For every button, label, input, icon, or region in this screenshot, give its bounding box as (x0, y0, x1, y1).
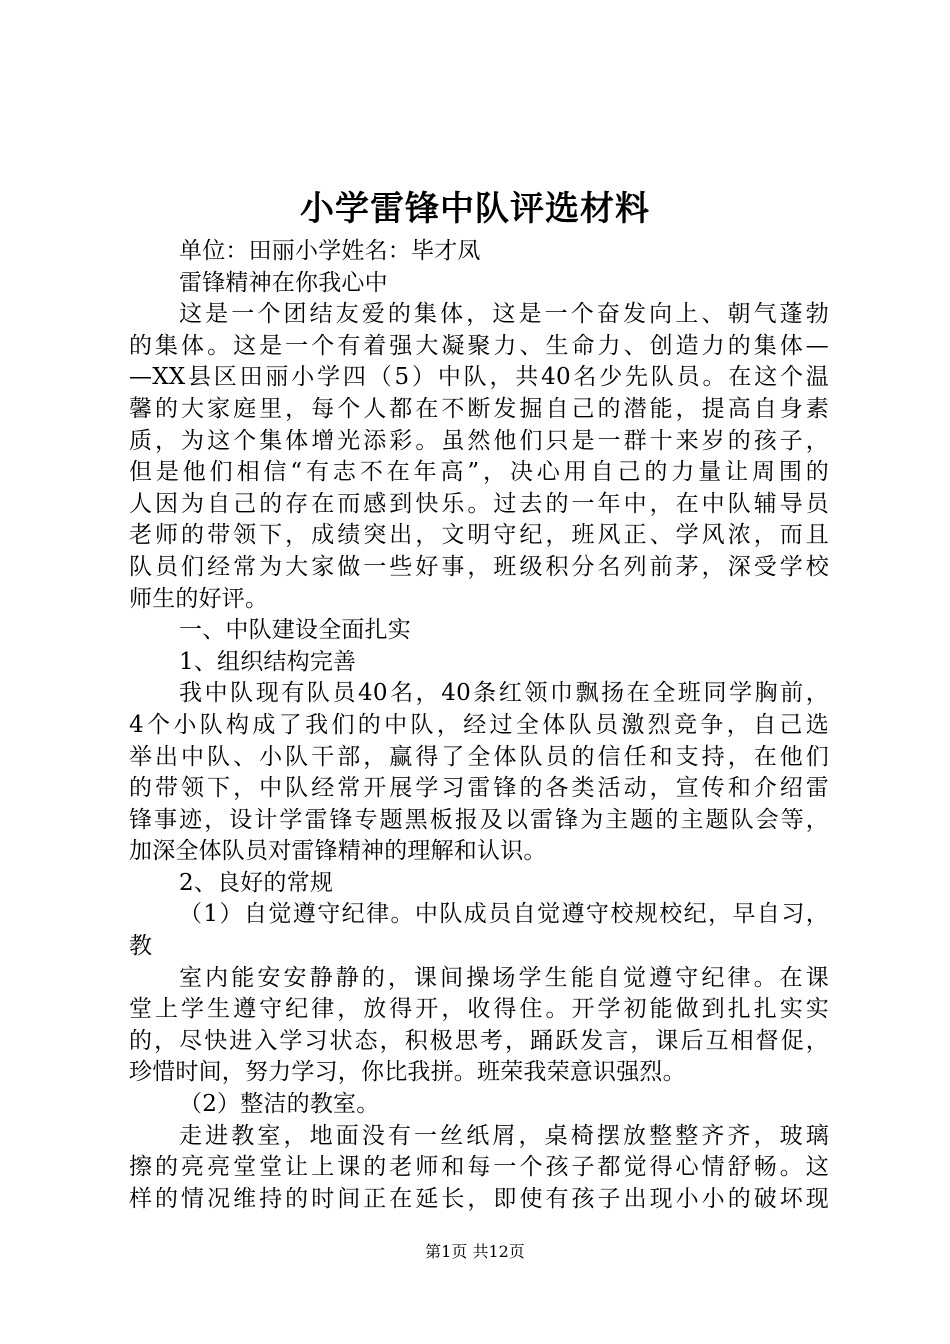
body-line: 单位：田丽小学姓名：毕才凤 (179, 238, 481, 264)
body-line: 师生的好评。 (129, 585, 269, 612)
body-line: 走进教室，地面没有一丝纸屑，桌椅摆放整整齐齐，玻璃 (179, 1122, 829, 1149)
body-line: —XX县区田丽小学四（5）中队，共40名少先队员。在这个温 (129, 364, 829, 391)
body-line: 加深全体队员对雷锋精神的理解和认识。 (129, 838, 547, 865)
body-line: 我中队现有队员40名，40条红领巾飘扬在全班同学胸前， (179, 680, 829, 707)
body-line: 的带领下，中队经常开展学习雷锋的各类活动，宣传和介绍雷 (129, 775, 829, 802)
body-line: 一、中队建设全面扎实 (179, 617, 411, 644)
body-line: 队员们经常为大家做一些好事，班级积分名列前茅，深受学校 (129, 553, 829, 580)
body-line: 举出中队、小队干部，赢得了全体队员的信任和支持，在他们 (129, 743, 829, 770)
body-line: 4个小队构成了我们的中队，经过全体队员激烈竞争，自己选 (129, 711, 829, 738)
body-line: 的，尽快进入学习状态，积极思考，踊跃发言，课后互相督促， (129, 1027, 829, 1054)
body-line: 老师的带领下，成绩突出，文明守纪，班风正、学风浓，而且 (129, 522, 829, 549)
body-line: 堂上学生遵守纪律，放得开，收得住。开学初能做到扎扎实实 (129, 996, 829, 1023)
body-line: 锋事迹，设计学雷锋专题黑板报及以雷锋为主题的主题队会等， (129, 806, 829, 833)
body-line: 样的情况维持的时间正在延长，即使有孩子出现小小的破坏现 (129, 1185, 829, 1212)
body-line: 但是他们相信“有志不在年高”，决心用自己的力量让周围的 (129, 459, 829, 486)
body-line: 的集体。这是一个有着强大凝聚力、生命力、创造力的集体— (129, 332, 829, 359)
body-line: 雷锋精神在你我心中 (179, 269, 388, 296)
body-line: 1、组织结构完善 (179, 648, 357, 675)
body-line: 馨的大家庭里，每个人都在不断发掘自己的潜能，提高自身素 (129, 395, 829, 422)
body-line: （1）自觉遵守纪律。中队成员自觉遵守校规校纪，早自习， (179, 901, 829, 928)
body-line: （2）整洁的教室。 (179, 1091, 380, 1118)
body-line: 这是一个团结友爱的集体，这是一个奋发向上、朝气蓬勃 (179, 301, 829, 328)
body-line: 室内能安安静静的，课间操场学生能自觉遵守纪律。在课 (179, 964, 829, 991)
body-line: 2、良好的常规 (179, 869, 334, 896)
document-body (129, 236, 829, 1215)
page-footer: 第1页 共12页 (425, 1242, 525, 1261)
body-line: 质，为这个集体增光添彩。虽然他们只是一群十来岁的孩子， (129, 427, 829, 454)
body-line: 珍惜时间，努力学习，你比我拼。班荣我荣意识强烈。 (129, 1059, 686, 1086)
body-line: 人因为自己的存在而感到快乐。过去的一年中，在中队辅导员 (129, 490, 829, 517)
body-line: 擦的亮亮堂堂让上课的老师和每一个孩子都觉得心情舒畅。这 (129, 1154, 829, 1181)
body-line: 教 (129, 933, 153, 960)
document-title: 小学雷锋中队评选材料 (300, 189, 650, 229)
